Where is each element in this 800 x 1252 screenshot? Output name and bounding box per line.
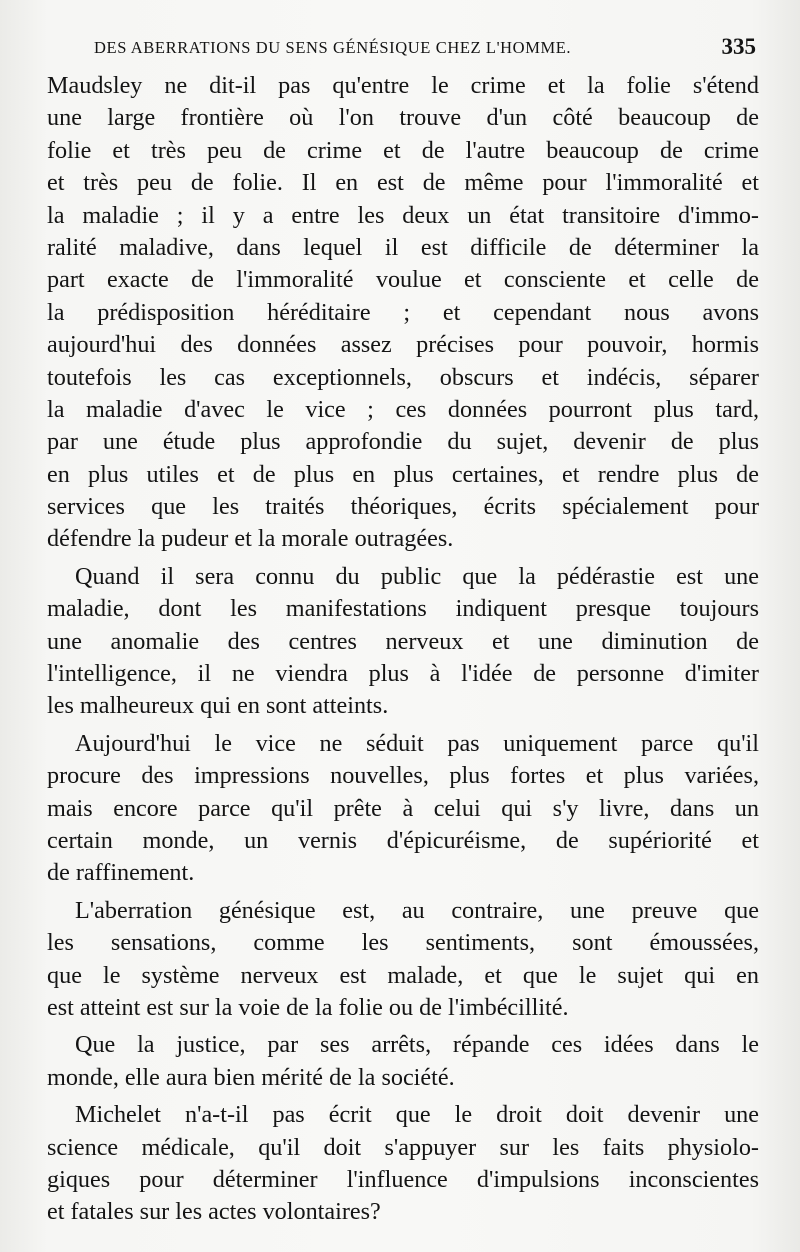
text-line: est atteint est sur la voie de la folie ou de l'imbécillité. xyxy=(47,993,569,1021)
text-line: et très peu de folie. Il en est de même pour l'immoralité et xyxy=(47,169,759,197)
running-title: DES ABERRATIONS DU SENS GÉNÉSIQUE CHEZ L'HOMME. xyxy=(94,38,572,57)
text-line: de raffinement. xyxy=(47,859,195,887)
text-line: part exacte de l'immoralité voulue et consciente et celle de xyxy=(47,266,759,294)
text-line: Maudsley ne dit-il pas qu'entre le crime et la folie s'étend xyxy=(47,72,759,99)
text-line: procure des impressions nouvelles, plus fortes et plus variées, xyxy=(47,762,759,790)
text-line: la maladie ; il y a entre les deux un état transitoire d'immo- xyxy=(47,201,759,229)
text-line: que le système nerveux est malade, et que le sujet qui en xyxy=(47,961,759,989)
text-line: Quand il sera connu du public que la pédérastie est une xyxy=(75,562,759,590)
text-line: et fatales sur les actes volontaires? xyxy=(47,1198,381,1226)
body-text xyxy=(47,70,759,1229)
text-line: maladie, dont les manifestations indiquent presque toujours xyxy=(47,595,759,623)
paragraph xyxy=(47,1029,759,1094)
text-line: certain monde, un vernis d'épicuréisme, de supériorité et xyxy=(47,826,759,854)
page-number: 335 xyxy=(721,34,756,59)
paragraph xyxy=(47,1099,759,1229)
text-line: en plus utiles et de plus en plus certaines, et rendre plus de xyxy=(47,460,759,488)
paragraph xyxy=(47,895,759,1025)
text-line: aujourd'hui des données assez précises pour pouvoir, hormis xyxy=(47,331,759,359)
paragraph xyxy=(47,561,759,723)
paragraph xyxy=(47,728,759,890)
text-line: les malheureux qui en sont atteints. xyxy=(47,692,389,720)
text-line: les sensations, comme les sentiments, sont émoussées, xyxy=(47,929,759,957)
text-line: folie et très peu de crime et de l'autre beaucoup de crime xyxy=(47,136,759,164)
text-line: la prédisposition héréditaire ; et cependant nous avons xyxy=(47,298,759,326)
text-line: l'intelligence, il ne viendra plus à l'idée de personne d'imiter xyxy=(47,660,759,688)
text-line: la maladie d'avec le vice ; ces données pourront plus tard, xyxy=(47,395,759,423)
text-line: Que la justice, par ses arrêts, répande ces idées dans le xyxy=(75,1031,759,1059)
text-line: mais encore parce qu'il prête à celui qui s'y livre, dans un xyxy=(47,794,759,822)
text-line: Michelet n'a-t-il pas écrit que le droit doit devenir une xyxy=(75,1101,759,1129)
text-line: Aujourd'hui le vice ne séduit pas uniquement parce qu'il xyxy=(75,729,759,757)
text-line: défendre la pudeur et la morale outragées. xyxy=(47,525,454,553)
text-line: une anomalie des centres nerveux et une diminution de xyxy=(47,627,759,655)
text-line: services que les traités théoriques, écrits spécialement pour xyxy=(47,493,759,521)
text-line: science médicale, qu'il doit s'appuyer sur les faits physiolo- xyxy=(47,1133,759,1161)
text-line: L'aberration génésique est, au contraire, une preuve que xyxy=(75,896,759,924)
text-line: giques pour déterminer l'influence d'impulsions inconscientes xyxy=(47,1165,759,1193)
text-line: une large frontière où l'on trouve d'un côté beaucoup de xyxy=(47,104,759,132)
text-line: par une étude plus approfondie du sujet, devenir de plus xyxy=(47,428,759,456)
text-line: toutefois les cas exceptionnels, obscurs et indécis, séparer xyxy=(47,363,759,391)
text-line: ralité maladive, dans lequel il est difficile de déterminer la xyxy=(47,233,759,261)
running-header xyxy=(94,36,756,66)
text-line: monde, elle aura bien mérité de la société. xyxy=(47,1063,455,1091)
paragraph xyxy=(47,70,759,556)
